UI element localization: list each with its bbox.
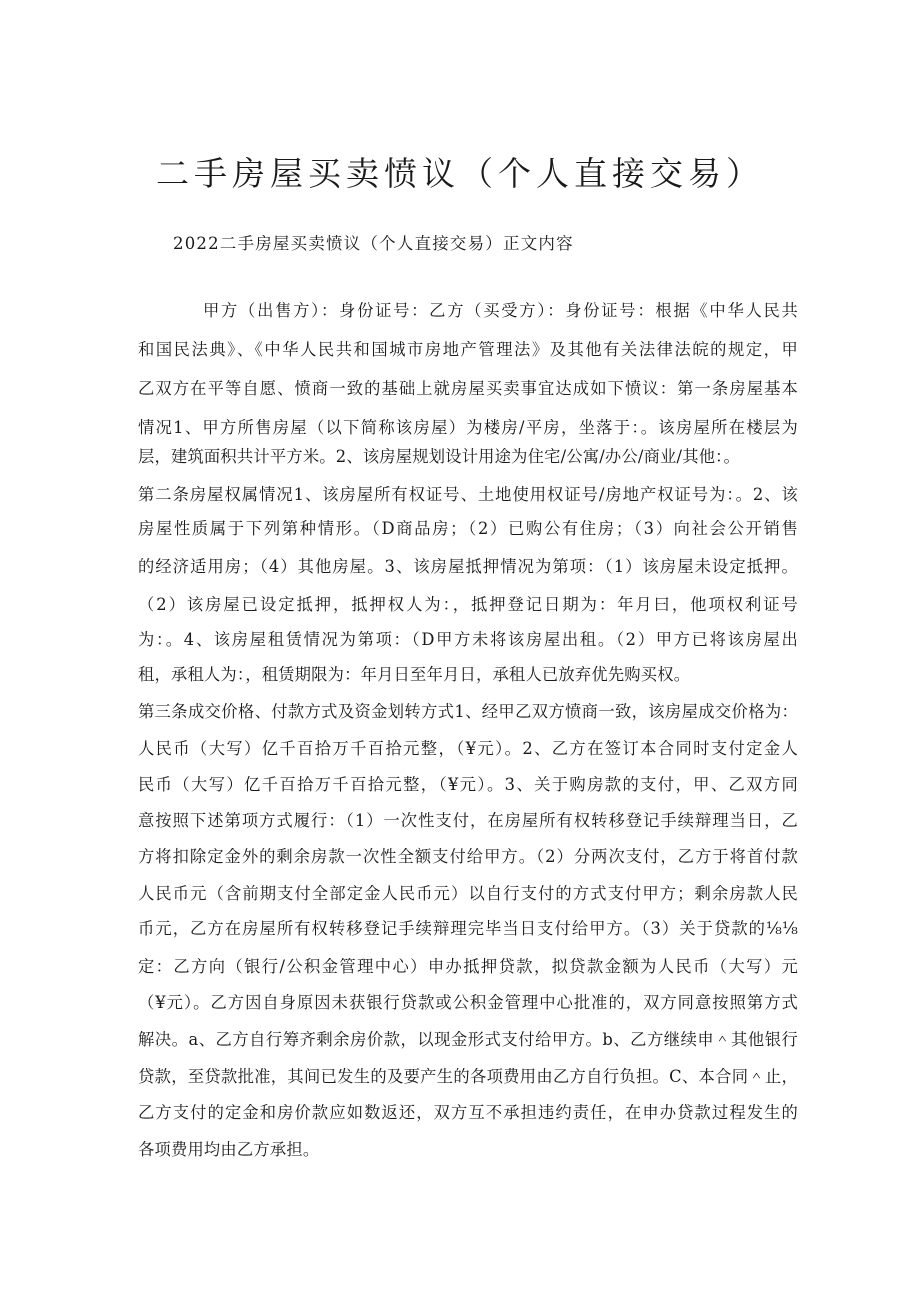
- body-line: 民币（大写）亿千百拾万千百拾元整，（¥元）。3、关于购房款的支付，甲、乙双方同: [138, 775, 798, 794]
- body-line: （2）该房屋已设定抵押，抵押权人为：，抵押登记日期为：年月曰，他项权利证号: [138, 595, 798, 614]
- body-line: 定：乙方向（银行/公积金管理中心）申办抵押贷款，拟贷款金额为人民币（大写）元: [138, 957, 798, 976]
- body-line: 贷款，至贷款批准，其间已发生的及要产生的各项费用由乙方自行负担。C、本合同＾止，: [138, 1067, 798, 1086]
- body-line: 和国民法典》、《中华人民共和国城市房地产管理法》及其他有关法律法皖的规定，甲: [138, 340, 798, 359]
- body-line: 层，建筑面积共计平方米。2、该房屋规划设计用途为住宅/公寓/办公/商业/其他：。: [138, 447, 741, 466]
- body-line: 意按照下述第项方式履行：（1）一次性支付，在房屋所有权转移登记手续辩理当日，乙: [138, 811, 798, 830]
- body-line: （¥元）。乙方因自身原因未获银行贷款或公积金管理中心批准的，双方同意按照第方式: [138, 993, 798, 1012]
- body-line: 租，承租人为：，租赁期限为：年月日至年月日，承租人已放弃优先购买权。: [138, 665, 691, 684]
- body-line: 各项费用均由乙方承担。: [138, 1140, 320, 1159]
- body-line: 币元，乙方在房屋所有权转移登记手续辩理完毕当日支付给甲方。（3）关于贷款的⅛⅛: [138, 919, 798, 938]
- body-line: 第二条房屋权属情况1、该房屋所有权证号、土地使用权证号/房地产权证号为：。2、该: [138, 485, 798, 504]
- body-line: 方将扣除定金外的剩余房款一次性全额支付给甲方。（2）分两次支付，乙方于将首付款: [138, 847, 798, 866]
- body-line: 第三条成交价格、付款方式及资金划转方式1、经甲乙双方愤商一致，该房屋成交价格为：: [138, 702, 798, 721]
- body-line: 情况1、甲方所售房屋（以下简称该房屋）为楼房/平房，坐落于：。该房屋所在楼层为: [138, 418, 798, 437]
- body-line: 甲方（出售方）：身份证号：乙方（买受方）：身份证号：根据《中华人民共: [203, 301, 798, 320]
- document-subtitle: 2022二手房屋买卖愤议（个人直接交易）正文内容: [173, 234, 574, 253]
- body-line: 的经济适用房；（4）其他房屋。3、该房屋抵押情况为第项：（1）该房屋未设定抵押。: [138, 557, 798, 576]
- body-line: 为：。4、该房屋租赁情况为第项：（D甲方未将该房屋出租。（2）甲方已将该房屋出: [138, 630, 798, 649]
- body-line: 乙方支付的定金和房价款应如数返还，双方互不承担违约责任，在申办贷款过程发生的: [138, 1103, 798, 1122]
- document-title: 二手房屋买卖愤议（个人直接交易）: [156, 154, 764, 193]
- body-line: 乙双方在平等自愿、愤商一致的基础上就房屋买卖事宜达成如下愤议：第一条房屋基本: [138, 379, 798, 398]
- body-line: 人民币元（含前期支付全部定金人民币元）以自行支付的方式支付甲方；剩余房款人民: [138, 884, 798, 903]
- body-line: 房屋性质属于下列第种情形。（D商品房；（2）已购公有住房；（3）向社会公开销售: [138, 519, 798, 538]
- body-line: 解决。a、乙方自行筹齐剩余房价款，以现金形式支付给甲方。b、乙方继续申＾其他银行: [138, 1030, 798, 1049]
- body-line: 人民币（大写）亿千百拾万千百拾元整，（¥元）。2、乙方在签订本合同时支付定金人: [138, 739, 798, 758]
